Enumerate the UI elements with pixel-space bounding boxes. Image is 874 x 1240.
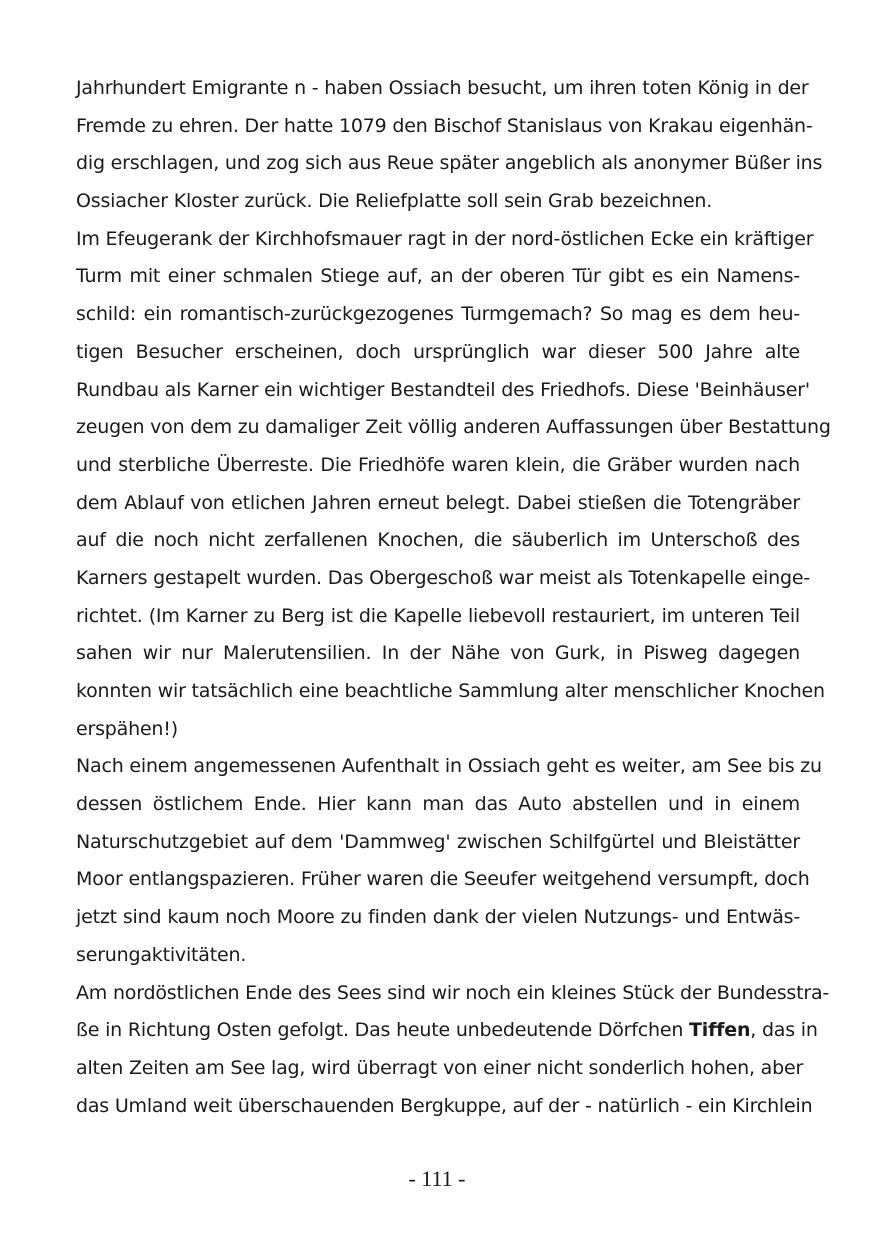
text-line: sahen wir nur Malerutensilien. In der Nähe von Gurk, in Pisweg dagegen — [76, 642, 800, 665]
body-text — [76, 70, 831, 1125]
text-line: erspähen!) — [76, 717, 178, 740]
text-segment: ße in Richtung Osten gefolgt. Das heute unbedeutende Dörfchen — [76, 1019, 690, 1042]
text-line: Rundbau als Karner ein wichtiger Bestandteil des Friedhofs. Diese 'Beinhäuser' — [76, 378, 810, 401]
text-line: Jahrhundert Emigrante n - haben Ossiach besucht, um ihren toten König in der — [76, 77, 809, 99]
text-line: Fremde zu ehren. Der hatte 1079 den Bischof Stanislaus von Krakau eigenhän- — [76, 114, 813, 137]
text-line: Naturschutzgebiet auf dem 'Dammweg' zwischen Schilfgürtel und Bleistätter — [76, 830, 800, 853]
text-line: Ossiacher Kloster zurück. Die Reliefplatte soll sein Grab bezeichnen. — [76, 190, 713, 213]
text-line: dem Ablauf von etlichen Jahren erneut belegt. Dabei stießen die Totengräber — [76, 491, 800, 514]
text-line: Am nordöstlichen Ende des Sees sind wir noch ein kleines Stück der Bundesstra- — [76, 981, 830, 1004]
text-line: Nach einem angemessenen Aufenthalt in Ossiach geht es weiter, am See bis zu — [76, 755, 822, 778]
text-line: Im Efeugerank der Kirchhofsmauer ragt in der nord-östlichen Ecke ein kräftiger — [76, 227, 814, 250]
text-line: alten Zeiten am See lag, wird überragt von einer nicht sonderlich hohen, aber — [76, 1056, 804, 1079]
text-line: dig erschlagen, und zog sich aus Reue später angeblich als anonymer Büßer ins — [76, 152, 823, 175]
text-line: Turm mit einer schmalen Stiege auf, an der oberen Tür gibt es ein Namens- — [76, 265, 800, 288]
text-line: dessen östlichem Ende. Hier kann man das Auto abstellen und in einem — [76, 793, 800, 816]
text-line: schild: ein romantisch-zurückgezogenes Turmgemach? So mag es dem heu- — [76, 303, 800, 326]
text-line: und sterbliche Überreste. Die Friedhöfe waren klein, die Gräber wurden nach — [76, 453, 800, 476]
page-number: - 111 - — [408, 1166, 466, 1191]
text-line: Karners gestapelt wurden. Das Obergeschoß war meist als Totenkapelle einge- — [76, 566, 810, 589]
text-segment: , das in — [750, 1019, 818, 1042]
text-line: Moor entlangspazieren. Früher waren die Seeufer weitgehend versumpft, doch — [76, 868, 810, 891]
text-line: zeugen von dem zu damaliger Zeit völlig anderen Auffassungen über Bestattung — [76, 416, 831, 439]
text-line: jetzt sind kaum noch Moore zu finden dank der vielen Nutzungs- und Entwäs- — [76, 906, 800, 929]
text-line — [76, 1012, 818, 1050]
text-line: richtet. (Im Karner zu Berg ist die Kapelle liebevoll restauriert, im unteren Teil — [76, 604, 800, 627]
text-line: serungaktivitäten. — [76, 943, 247, 966]
text-line: konnten wir tatsächlich eine beachtliche Sammlung alter menschlicher Knochen — [76, 680, 825, 702]
text-line: das Umland weit überschauenden Bergkuppe, auf der - natürlich - ein Kirchlein — [76, 1094, 813, 1117]
text-line: auf die noch nicht zerfallenen Knochen, die säuberlich im Unterschoß des — [76, 529, 800, 552]
text-line: tigen Besucher erscheinen, doch ursprünglich war dieser 500 Jahre alte — [76, 340, 800, 363]
place-name-bold: Tiffen — [689, 1019, 751, 1042]
